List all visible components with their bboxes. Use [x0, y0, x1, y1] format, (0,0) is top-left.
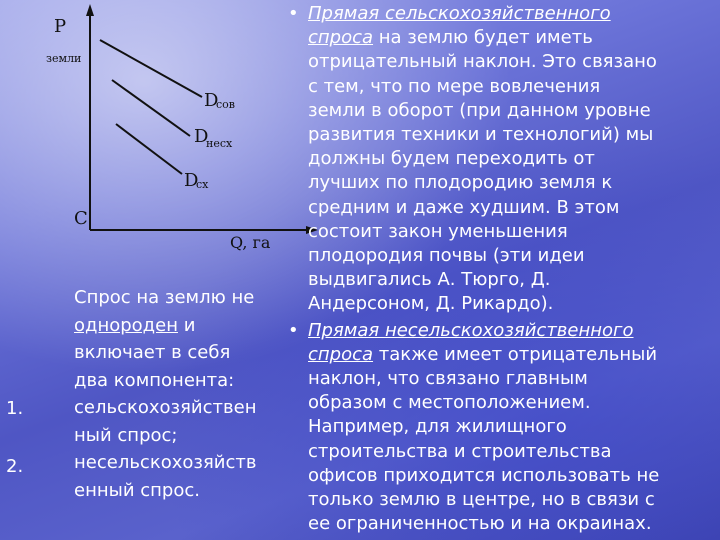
land-demand-chart — [40, 2, 320, 252]
p1-line: земли в оборот (при данном уровне — [308, 99, 651, 121]
left-line-2 — [74, 312, 284, 340]
demand-curve-sov — [100, 40, 202, 97]
p2-term-line1: Прямая несельскохозяйственного — [308, 319, 634, 341]
curve-label-sov-sub: сов — [216, 98, 235, 111]
left-text-block — [74, 284, 284, 504]
p1-line: состоит закон уменьшения — [308, 220, 568, 242]
p2-line: наклон, что связано главным — [308, 368, 588, 390]
bullet-icon: • — [288, 319, 299, 341]
p2-line: строительства и строительства — [308, 440, 612, 462]
p2-line: офисов приходится использовать не — [308, 464, 660, 486]
right-column — [284, 0, 720, 536]
term-odnoroden: однороден — [74, 314, 178, 336]
curve-label-sh-sub: сх — [196, 178, 209, 191]
p2-line: Например, для жилищного — [308, 416, 567, 438]
paragraph-agricultural-demand — [284, 2, 720, 317]
x-axis-label: Q, га — [230, 233, 271, 252]
paragraph-non-agricultural-demand — [284, 319, 720, 537]
p1-line: выдвигались А. Тюрго, Д. — [308, 269, 551, 291]
c-label: C — [74, 208, 88, 229]
curve-label-sov-main: D — [204, 90, 219, 111]
left-line-2-rest: и — [177, 314, 196, 336]
p1-line: с тем, что по мере вовлечения — [308, 75, 601, 97]
p2-line: только землю в центре, но в связи с — [308, 489, 655, 511]
list-marker-2: 2. — [6, 456, 24, 477]
left-line-3: включает в себя — [74, 342, 231, 363]
p1-line: лучших по плодородию земля к — [308, 172, 613, 194]
y-axis-label: P — [54, 16, 67, 37]
p1-line: Андерсоном, Д. Рикардо). — [308, 293, 554, 315]
p1-line: плодородия почвы (эти идеи — [308, 245, 585, 267]
list-marker-1: 1. — [6, 398, 24, 419]
left-item1-line2: ный спрос; — [74, 424, 178, 446]
left-line-4: два компонента: — [74, 369, 235, 391]
y-axis-arrow — [86, 4, 94, 16]
p1-line: должны будем переходить от — [308, 148, 595, 170]
curve-label-nesh-sub: несх — [206, 137, 233, 150]
p1-line2 — [308, 26, 720, 50]
p2-line2-rest: также имеет отрицательный — [373, 343, 658, 365]
bullet-icon: • — [288, 3, 299, 24]
p2-line2 — [308, 343, 720, 367]
demand-curve-sh — [116, 124, 182, 174]
p1-term-line2: спроса — [308, 27, 374, 49]
p1-line: развития техники и технологий) мы — [308, 124, 654, 146]
left-item2-line1: несельскохозяйств — [74, 452, 257, 473]
left-line-1: Спрос на землю не — [74, 287, 255, 308]
p1-term-line1: Прямая сельскохозяйственного — [308, 3, 611, 24]
p1-line2-rest: на землю будет иметь — [373, 27, 593, 49]
curve-label-nesh-main: D — [194, 126, 209, 147]
y-axis-label-sub: земли — [46, 52, 82, 65]
p1-line: средним и даже худшим. В этом — [308, 196, 620, 218]
p2-line: образом с местоположением. — [308, 392, 591, 414]
p2-term-line2: спроса — [308, 343, 374, 365]
p1-line: отрицательный наклон. Это связано — [308, 51, 657, 73]
left-item1-line1: сельскохозяйствен — [74, 397, 257, 418]
left-item2-line2: енный спрос. — [74, 479, 200, 501]
p2-line: ее ограниченностью и на окраинах. — [308, 513, 652, 535]
demand-curve-nesh — [112, 80, 190, 136]
curve-label-sh-main: D — [184, 170, 199, 191]
